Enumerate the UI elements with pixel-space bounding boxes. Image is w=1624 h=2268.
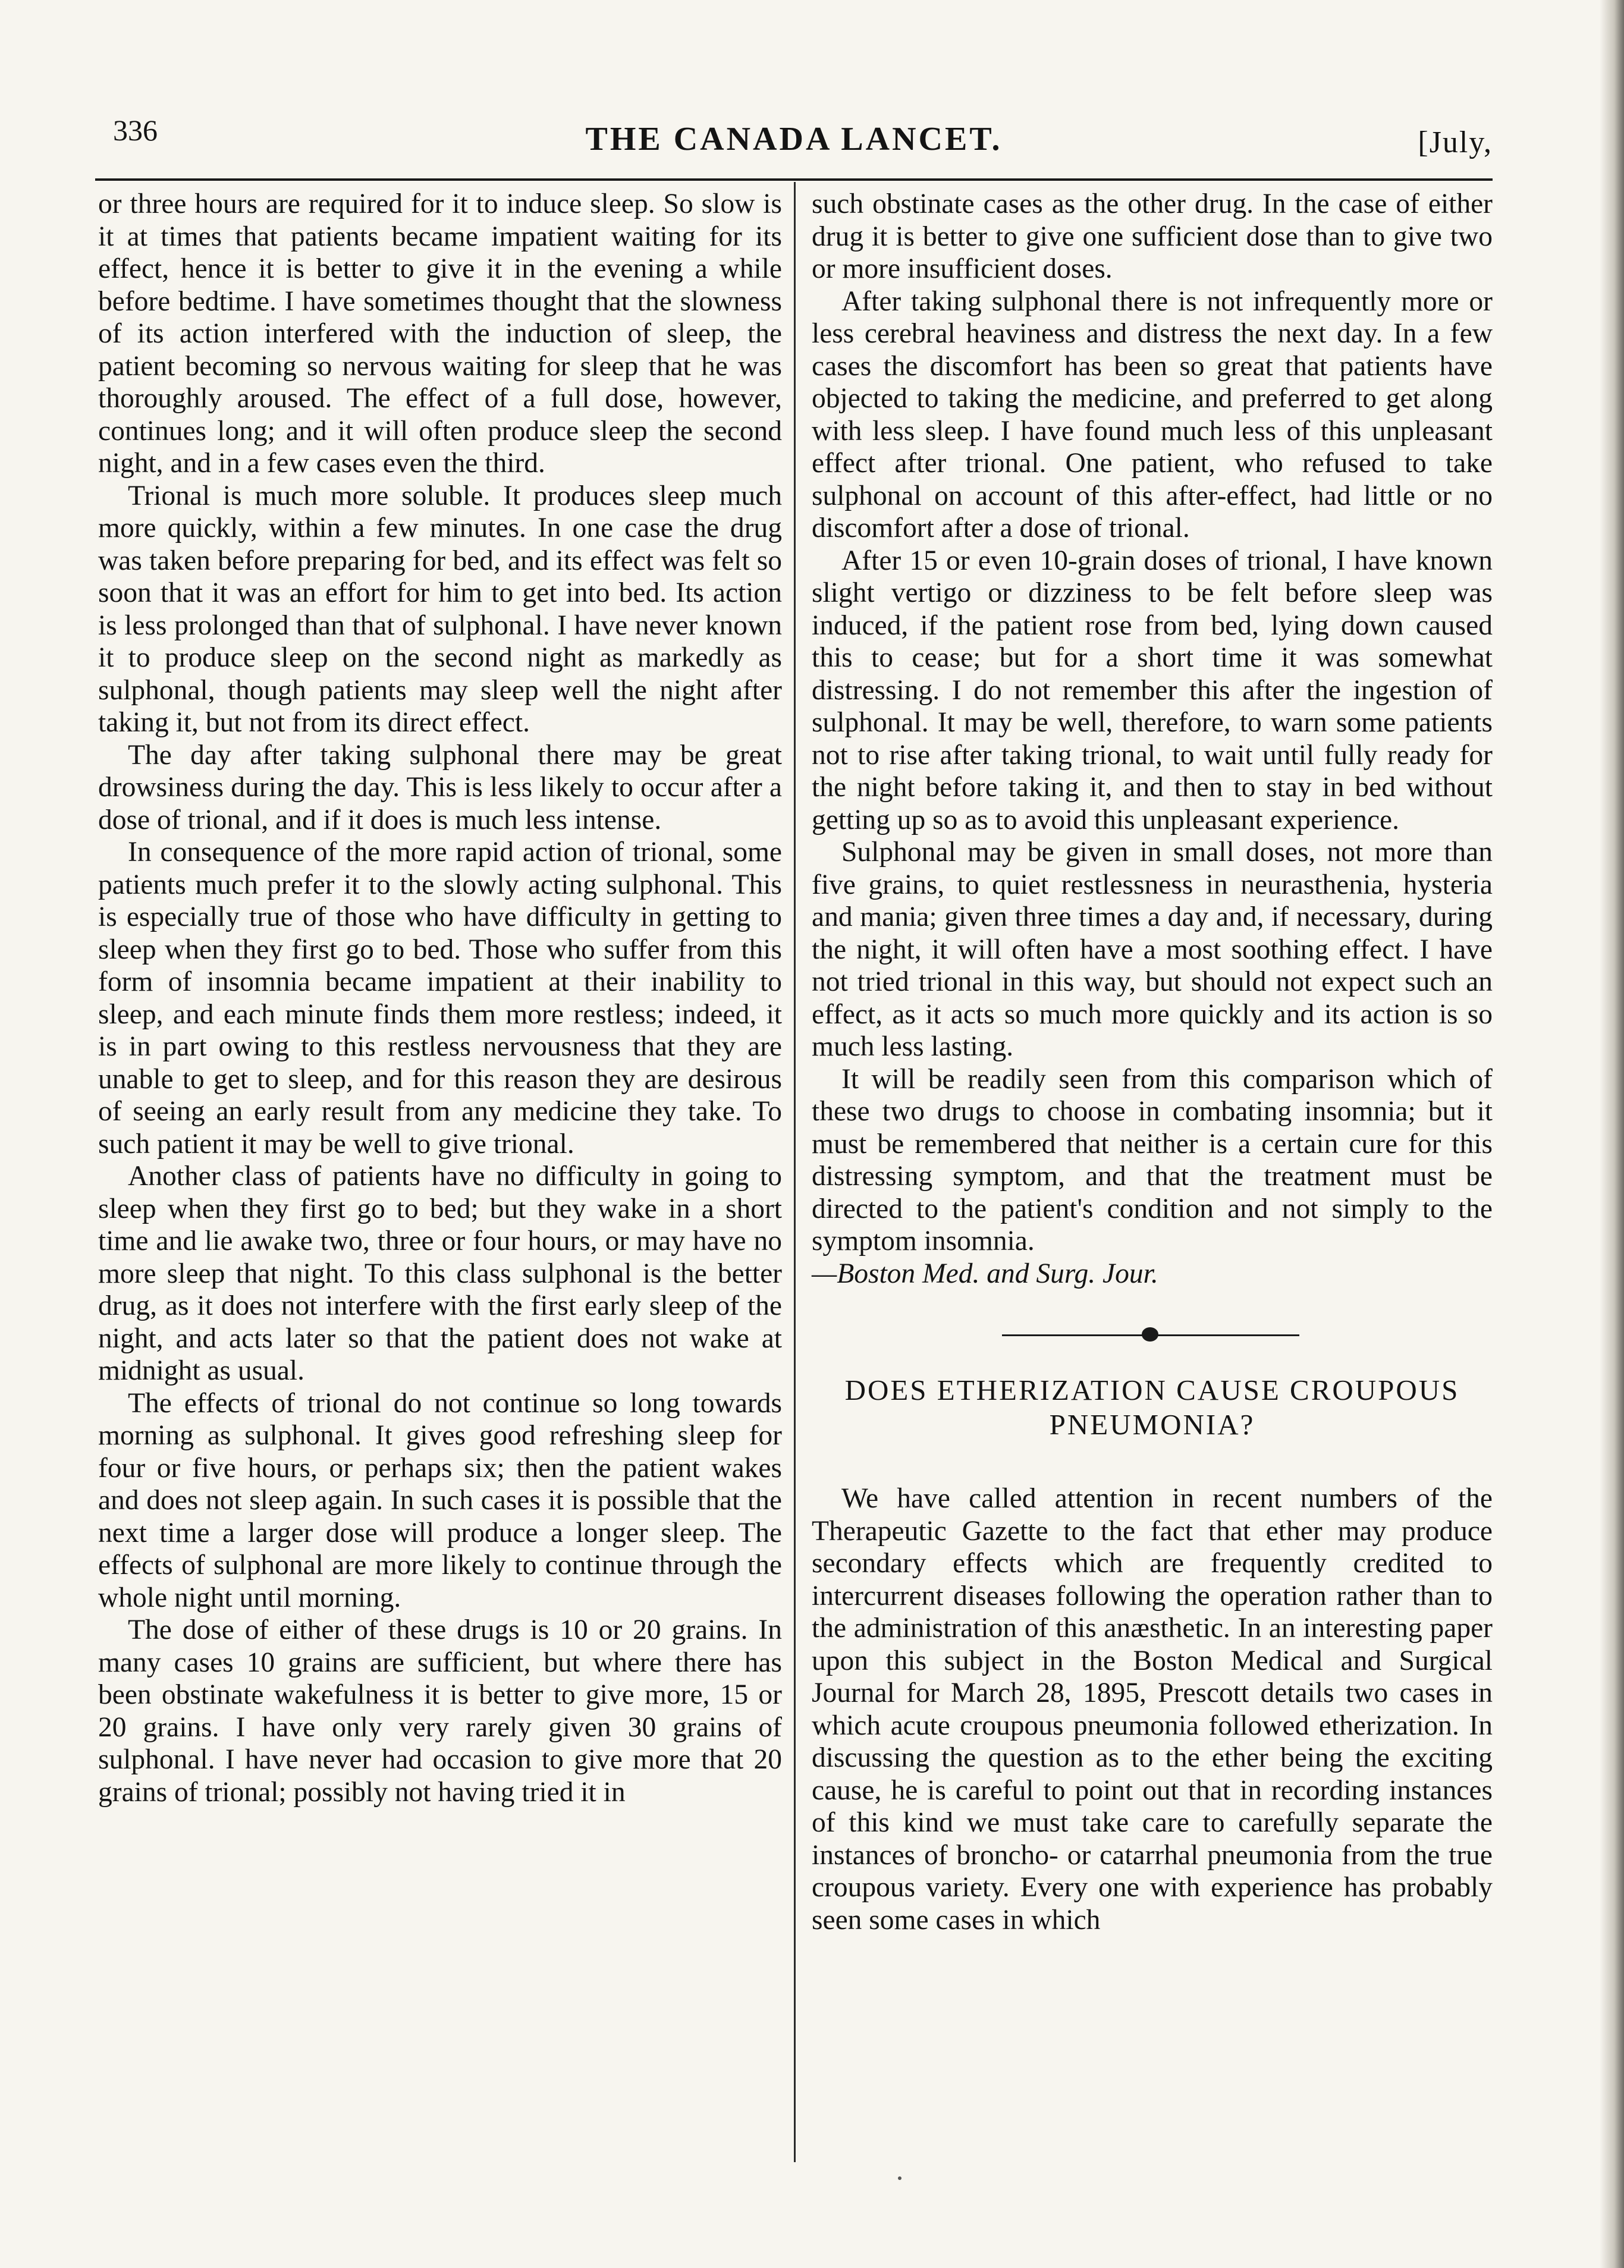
section-paragraph: We have called attention in recent numbers of the Therapeutic Gazette to the fact that ether may produce secondary effects which are frequently credited to intercurrent diseases following the operation rather than to the administration of this anæsthetic. In an interesting paper upon this subject in the Boston Medical and Surgical Journal for March 28, 1895, Prescott details two cases in which acute croupous pneumonia followed etherization. In discussing the question as to the ether being the exciting cause, he is careful to point out that in recording instances of this kind we must take care to carefully separate the instances of broncho- or catarrhal pneumonia from the true croupous variety. Every one with experience has probably seen some cases in which	[812, 1483, 1493, 1936]
issue-month: [July,	[1418, 125, 1493, 159]
scan-speck	[898, 2176, 901, 2180]
paragraph: The dose of either of these drugs is 10 or 20 grains. In many cases 10 grains are sufficient, but where there has been obstinate wakefulness it is better to give more, 15 or 20 grains. I have only very rarely given 30 grains of sulphonal. I have never had occasion to give more that 20 grains of trional; possibly not having tried it in	[98, 1614, 782, 1808]
paragraph: Sulphonal may be given in small doses, not more than five grains, to quiet restlessness in neurasthenia, hysteria and mania; given three times a day and, if necessary, during the night, it will often have a most soothing effect. I have not tried trional in this way, but should not expect such an effect, as it acts so much more quickly and its action is so much less lasting.	[812, 837, 1493, 1062]
section-ornament	[812, 1314, 1493, 1355]
paragraph: The effects of trional do not continue so long towards morning as sulphonal. It gives good refreshing sleep for four or five hours, or perhaps six; then the patient wakes and does not sleep again. In such cases it is possible that the next time a larger dose will produce a longer sleep. The effects of sulphonal are more likely to continue through the whole night until morning.	[98, 1387, 782, 1613]
page-header	[95, 113, 1493, 178]
paragraph: such obstinate cases as the other drug. In the case of either drug it is better to give one sufficient dose than to give two or more insufficient doses.	[812, 189, 1493, 284]
paragraph: After taking sulphonal there is not infrequently more or less cerebral heaviness and distress the next day. In a few cases the discomfort has been so great that patients have objected to taking the medicine, and preferred to get along with less sleep. I have found much less of this unpleasant effect after trional. One patient, who refused to take sulphonal on account of this after-effect, had little or no discomfort after a dose of trional.	[812, 285, 1493, 544]
right-column	[812, 188, 1493, 1936]
page-number: 336	[113, 114, 158, 147]
running-title: THE CANADA LANCET.	[585, 121, 1003, 158]
paragraph: The day after taking sulphonal there may be great drowsiness during the day. This is less likely to occur after a dose of trional, and if it does is much less intense.	[98, 739, 782, 835]
scan-edge-shadow	[1600, 0, 1624, 2268]
paragraph: or three hours are required for it to induce sleep. So slow is it at times that patients became impatient waiting for its effect, hence it is better to give it in the evening a while before bedtime. I have sometimes thought that the slowness of its action interfered with the induction of sleep, the patient becoming so nervous waiting for sleep that he was thoroughly aroused. The effect of a full dose, however, continues long; and it will often produce sleep the second night, and in a few cases even the third.	[98, 189, 782, 479]
paragraph: Trional is much more soluble. It produces sleep much more quickly, within a few minutes. In one case the drug was taken before preparing for bed, and its effect was felt so soon that it was an effort for him to get into bed. Its action is less prolonged than that of sulphonal. I have never known it to produce sleep on the second night as markedly as sulphonal, though patients may sleep well the night after taking it, but not from its direct effect.	[98, 480, 782, 738]
citation: —Boston Med. and Surg. Jour.	[812, 1258, 1158, 1289]
header-rule	[95, 178, 1493, 181]
ornament-dot	[1142, 1327, 1158, 1342]
left-column	[98, 188, 782, 1808]
paragraph: After 15 or even 10-grain doses of trional, I have known slight vertigo or dizziness to be felt before sleep was induced, if the patient rose from bed, lying down caused this to cease; but for a short time it was somewhat distressing. I do not remember this after the ingestion of sulphonal. It may be well, therefore, to warn some patients not to rise after taking trional, to wait until fully ready for the night before taking it, and then to stay in bed without getting up so as to avoid this unpleasant experience.	[812, 545, 1493, 835]
paragraph: In consequence of the more rapid action of trional, some patients much prefer it to the slowly acting sulphonal. This is especially true of those who have difficulty in getting to sleep when they first go to bed. Those who suffer from this form of insomnia became impatient at their inability to sleep, and each minute finds them more restless; indeed, it is in part owing to this restless nervousness that they are unable to get to sleep, and for this reason they are desirous of seeing an early result from any medicine they take. To such patient it may be well to give trional.	[98, 837, 782, 1160]
paragraph: Another class of patients have no difficulty in going to sleep when they first go to bed; but they wake in a short time and lie awake two, three or four hours, or may have no more sleep that night. To this class sulphonal is the better drug, as it does not interfere with the first early sleep of the night, and acts later so that the patient does not wake at midnight as usual.	[98, 1161, 782, 1386]
section-heading: DOES ETHERIZATION CAUSE CROUPOUS PNEUMONIA?	[844, 1374, 1460, 1441]
paragraph: It will be readily seen from this comparison which of these two drugs to choose in combating insomnia; but it must be remembered that neither is a certain cure for this distressing symptom, and that the treatment must be directed to the patient's condition and not simply to the symptom insomnia.	[812, 1063, 1493, 1256]
column-divider	[794, 182, 796, 2162]
